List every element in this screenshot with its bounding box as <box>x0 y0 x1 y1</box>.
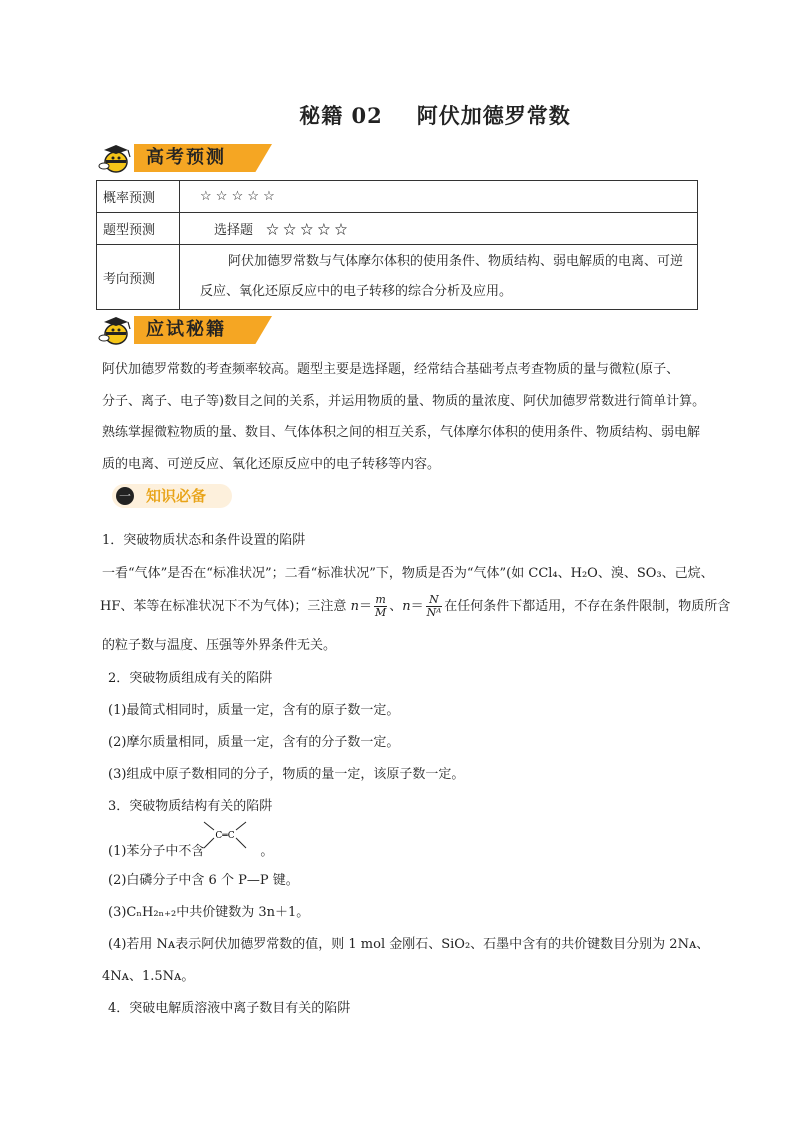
heading-1: 1．突破物质状态和条件设置的陷阱 <box>102 533 306 548</box>
bee-mascot-icon <box>96 140 140 176</box>
intro-line: 阿伏加德罗常数的考查频率较高。题型主要是选择题，经常结合基础考点考查物质的量与微粒(原子、 <box>102 362 680 377</box>
formula-n: n <box>350 599 359 614</box>
row-value: 选择题 ☆ ☆ ☆ ☆ ☆ <box>180 213 698 245</box>
alkene-double-bond-structure <box>200 818 250 858</box>
body-line: (4)若用 Nᴀ表示阿伏加德罗常数的值，则 1 mol 金刚石、SiO₂、石墨中含有的共价键数目分别为 2Nᴀ、 <box>108 937 710 952</box>
formula-line: HF、苯等在标准状况下不为气体)；三注意 n＝ $\frac{m}{M}$ 、n＝ $\frac{N}{\text{Nᴬ}}$ 在任何条件下都适用，不存在条件限制，物质所含 <box>100 593 731 619</box>
section-heading <box>112 484 232 508</box>
secrets-banner <box>96 312 274 348</box>
heading-3: 3．突破物质结构有关的陷阱 <box>108 799 273 814</box>
section-label: 知识必备 <box>146 487 207 505</box>
table-row <box>97 245 698 310</box>
row-value: ☆ ☆ ☆ ☆ ☆ <box>180 181 698 213</box>
forecast-table <box>96 180 698 310</box>
row-value-line: 反应、氧化还原反应中的电子转移的综合分析及应用。 <box>200 284 513 299</box>
row-label: 考向预测 <box>97 245 180 310</box>
table-row <box>97 213 698 245</box>
body-line: (1)最简式相同时，质量一定，含有的原子数一定。 <box>108 703 400 718</box>
page-title <box>0 100 794 130</box>
table-row <box>97 181 698 213</box>
text-run: HF、苯等在标准状况下不为气体)；三注意 <box>100 599 351 614</box>
intro-line: 分子、离子、电子等)数目之间的关系，并运用物质的量、物质的量浓度、阿伏加德罗常数进行简单计算。 <box>102 393 706 409</box>
fraction-N-over-NA: $\frac{N}{\text{Nᴬ}}$ <box>426 593 442 619</box>
bee-mascot-icon <box>96 312 140 348</box>
secrets-banner-label: 应试秘籍 <box>146 319 226 340</box>
forecast-banner <box>96 140 274 176</box>
body-line: 一看“气体”是否在“标准状况”；二看“标准状况”下，物质是否为“气体”(如 CCl₄、H₂O、溴、SO₃、己烷、 <box>102 566 714 581</box>
row-label: 概率预测 <box>97 181 180 213</box>
heading-4: 4．突破电解质溶液中离子数目有关的陷阱 <box>108 1001 351 1016</box>
body-line: (1)苯分子中不含 。 <box>108 844 274 859</box>
row-label: 题型预测 <box>97 213 180 245</box>
body-line: 4Nᴀ、1.5Nᴀ。 <box>102 969 195 984</box>
intro-paragraph <box>102 354 722 480</box>
body-line: (3)CₙH₂ₙ₊₂中共价键数为 3n＋1。 <box>108 905 310 920</box>
formula-eq: ＝ <box>358 599 372 614</box>
intro-line: 质的电离、可逆反应、氧化还原反应中的电子转移等内容。 <box>102 456 441 472</box>
body-line: (2)白磷分子中含 6 个 P—P 键。 <box>108 873 299 888</box>
body-line: (2)摩尔质量相同，质量一定，含有的分子数一定。 <box>108 735 400 750</box>
body-line: (3)组成中原子数相同的分子，物质的量一定，该原子数一定。 <box>108 767 465 782</box>
double-bond-label: C═C <box>215 831 235 841</box>
title-prefix: 秘籍 02 <box>299 103 383 128</box>
body-line: 的粒子数与温度、压强等外界条件无关。 <box>102 638 337 653</box>
fraction-m-over-M: $\frac{m}{M}$ <box>374 593 387 619</box>
row-value-line: 阿伏加德罗常数与气体摩尔体积的使用条件、物质结构、弱电解质的电离、可逆 <box>228 254 684 269</box>
heading-2: 2．突破物质组成有关的陷阱 <box>108 671 273 686</box>
intro-line: 熟练掌握微粒物质的量、数目、气体体积之间的相互关系，气体摩尔体积的使用条件、物质结构、弱电解 <box>102 425 701 440</box>
row-value <box>180 245 698 310</box>
title-main: 阿伏加德罗常数 <box>416 103 571 128</box>
section-number: 一 <box>116 487 134 505</box>
forecast-banner-label: 高考预测 <box>146 147 226 168</box>
text-run: 在任何条件下都适用，不存在条件限制，物质所含 <box>444 599 731 614</box>
